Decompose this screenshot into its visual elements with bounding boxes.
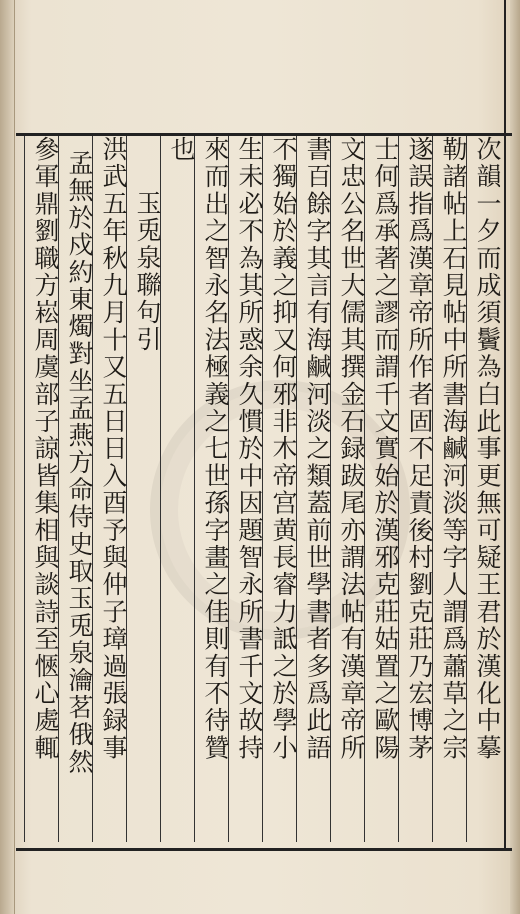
essay-title: 玉兎泉聯句引 (133, 190, 162, 354)
text-column-14: 參軍鼎劉職方崧周虞部子諒皆集相與談詩至愜心處輒 (31, 136, 60, 762)
text-column-13: 孟無於戍約東燭對坐孟燕方命侍史取玉兎泉瀹茗俄然 (65, 150, 94, 776)
text-column-9: 來而出之智永名法極義之七世孫字畫之佳則有不待贊 (201, 136, 230, 762)
text-column-7: 不獨始於義之抑又何邪非木帝宫黄長睿力詆之於學小 (269, 136, 298, 762)
text-column-5: 文忠公名世大儒其撰金石録跋尾亦謂法帖有漢章帝所 (337, 136, 366, 762)
text-column-4: 士何爲承著之謬而謂千文實始於漢邪克莊姑置之歐陽 (371, 136, 400, 762)
previous-leaf-edge (0, 0, 15, 914)
text-column-10: 也 (167, 136, 196, 164)
text-column-3: 遂誤指爲漢章帝所作者固不足責後村劉克莊乃宏博茅 (405, 136, 434, 762)
text-column-8: 生未必不為其所惑余久慣於中因題智永所書千文故持 (235, 136, 264, 762)
text-column-2: 勒諸帖上石見帖中所書海鹹河淡等字人謂爲蕭草之宗 (439, 136, 468, 762)
column-rule (24, 136, 25, 842)
text-column-1: 次韻一夕而成須鬢為白此事更無可疑王君於漢化中摹 (473, 136, 502, 762)
text-column-6: 書百餘字其言有海鹹河淡之類蓋前世學書者多爲此語 (303, 136, 332, 762)
text-column-12: 洪武五年秋九月十又五日日入酉予與仲子璋過張録事 (99, 136, 128, 762)
print-frame-right-border (504, 0, 516, 850)
